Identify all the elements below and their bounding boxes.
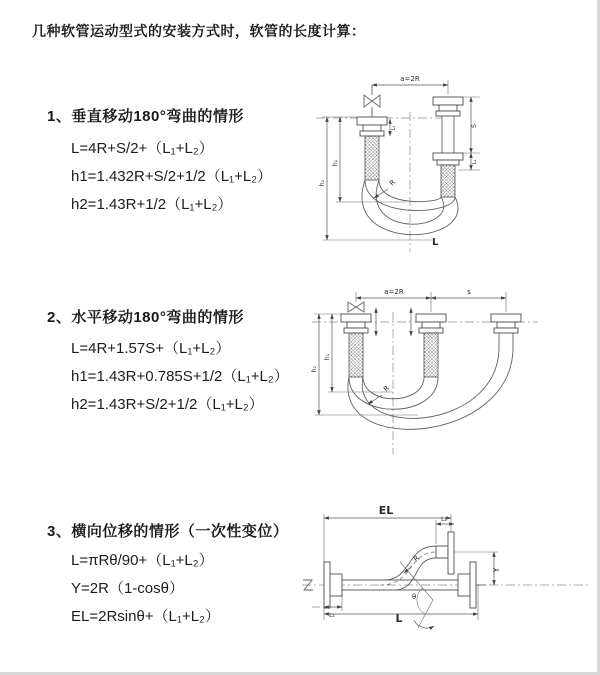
section3-heading: 3、横向位移的情形（一次性变位） — [47, 523, 289, 540]
dim-label-theta: θ — [412, 593, 417, 601]
right-port-fitting — [433, 97, 463, 197]
right-flange-fitting — [458, 562, 486, 620]
section2-formula-h2: h2=1.43R+S/2+1/2（L₁+L₂） — [71, 396, 264, 413]
shifted-port-fitting — [491, 314, 521, 347]
dim-label-r: R — [382, 384, 392, 394]
radius-callout — [368, 384, 391, 404]
dim-label-l1: L₁ — [441, 516, 447, 523]
dimension-s — [431, 288, 506, 298]
dim-label-a2r: a=2R — [400, 75, 420, 83]
radius-callout — [374, 178, 397, 198]
upper-flange-fitting — [436, 532, 454, 574]
section1-formula-h2: h2=1.43R+1/2（L₁+L₂） — [71, 196, 233, 213]
braided-hose-section — [424, 333, 438, 377]
section2-formula-h1: h1=1.43R+0.785S+1/2（L₁+L₂） — [71, 368, 289, 385]
diagram-horizontal-bend — [306, 282, 598, 464]
dimension-l — [324, 612, 478, 625]
left-port-fitting — [357, 117, 387, 180]
dim-label-l: L — [432, 237, 439, 248]
dim-label-r: R — [388, 178, 398, 188]
left-port-fitting — [341, 314, 371, 377]
section1-heading: 1、垂直移动180°弯曲的情形 — [47, 108, 244, 125]
dimension-el — [324, 504, 451, 620]
dimension-a2r — [372, 75, 448, 95]
section2-heading: 2、水平移动180°弯曲的情形 — [47, 309, 244, 326]
dim-label-h1: h₁ — [332, 159, 339, 167]
section3-formula-L: L=πRθ/90+（L₁+L₂） — [71, 552, 214, 569]
dimension-l1-left — [390, 119, 397, 136]
braided-hose-section — [441, 165, 455, 197]
diagram-lateral-displacement — [296, 500, 598, 660]
dim-label-l1: L₁ — [329, 612, 335, 619]
dim-label-el: EL — [378, 504, 394, 517]
dim-label-l: L — [395, 612, 403, 625]
dimension-s — [463, 97, 480, 153]
hose-displaced-position — [380, 546, 436, 590]
dim-label-s: S — [471, 124, 478, 128]
radius-callout — [404, 554, 421, 573]
dim-label-y: Y — [492, 567, 501, 573]
section3-formula-Y: Y=2R（1-cosθ） — [71, 580, 184, 597]
section1-formula-L: L=4R+S/2+（L₁+L₂） — [71, 140, 214, 157]
section1-formula-h1: h1=1.432R+S/2+1/2（L₁+L₂） — [71, 168, 273, 185]
braided-hose-section — [349, 333, 363, 377]
dim-label-l1: L₁ — [472, 159, 478, 165]
dim-label-s: s — [467, 288, 471, 296]
dim-label-h2: h₂ — [319, 179, 326, 187]
valve-icon — [364, 85, 380, 117]
middle-port-fitting — [416, 314, 446, 377]
braided-hose-section — [365, 136, 379, 180]
dim-label-h2: h₂ — [311, 365, 318, 373]
dim-label-l1: L₁ — [391, 125, 397, 131]
page-title: 几种软管运动型式的安装方式时，软管的长度计算： — [32, 23, 366, 39]
dimension-a2r — [356, 288, 506, 312]
section2-formula-L: L=4R+1.57S+（L₁+L₂） — [71, 340, 231, 357]
dim-label-h1: h₁ — [324, 353, 331, 361]
diagram-vertical-bend — [310, 68, 595, 256]
left-flange-fitting — [324, 562, 342, 608]
dim-label-a2r: a=2R — [384, 288, 404, 296]
section3-formula-EL: EL=2Rsinθ+（L₁+L₂） — [71, 608, 220, 625]
valve-icon — [348, 302, 364, 312]
dim-label-r: R — [412, 554, 422, 564]
